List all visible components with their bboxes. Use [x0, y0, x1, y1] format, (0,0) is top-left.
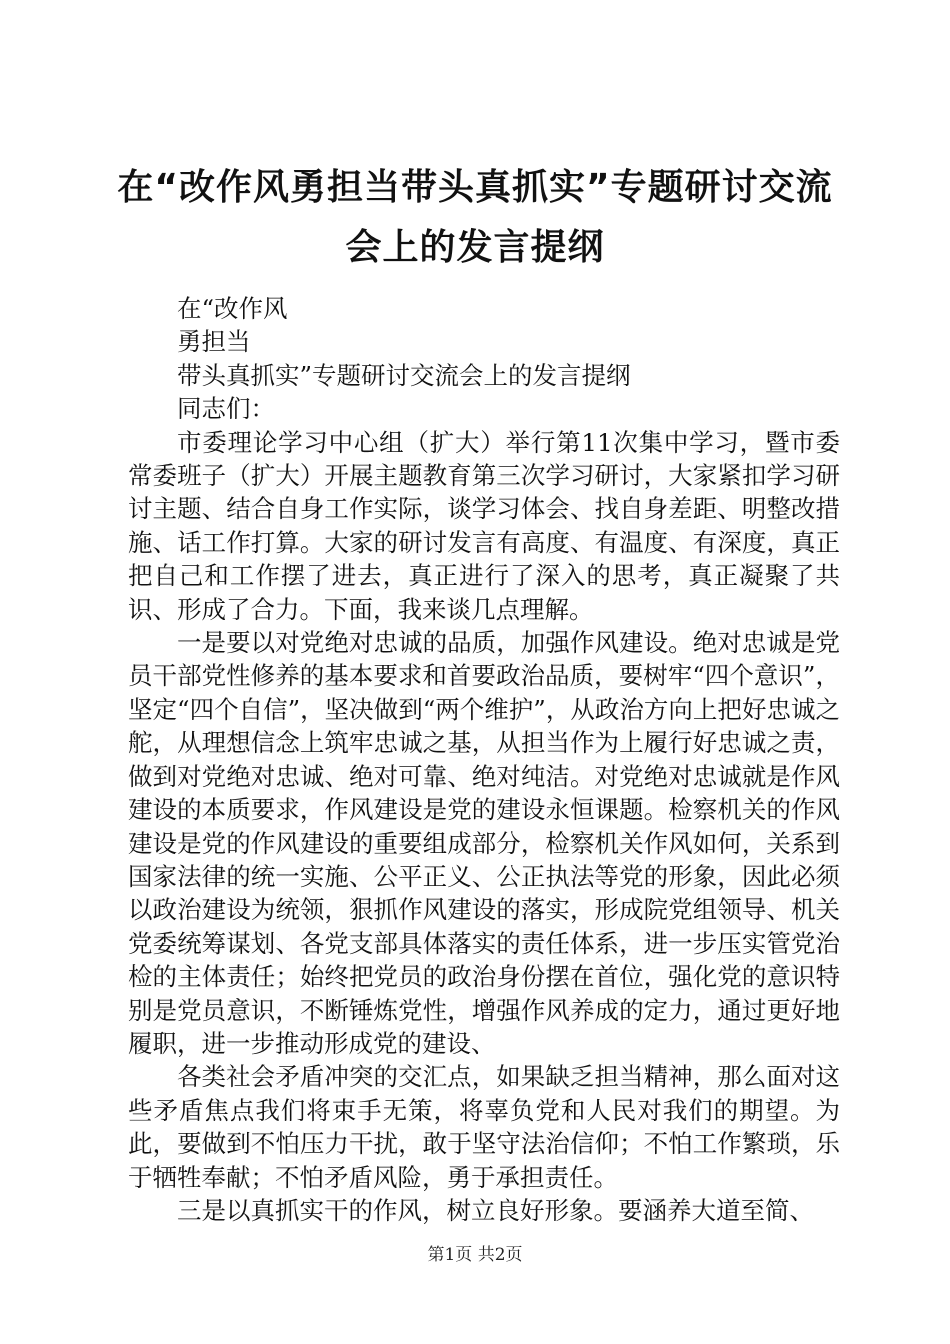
paragraph-point-three: 三是以真抓实干的作风，树立良好形象。要涵养大道至简、: [177, 1195, 814, 1225]
subtitle-line-3: 带头真抓实”专题研讨交流会上的发言提纲: [177, 360, 631, 390]
subtitle-line-2: 勇担当: [177, 327, 251, 357]
document-title: [100, 158, 850, 278]
title-line-2: 会上的发言提纲: [345, 227, 605, 268]
document-body: [128, 292, 840, 1227]
paragraph-responsibility: 各类社会矛盾冲突的交汇点，如果缺乏担当精神，那么面对这些矛盾焦点我们将束手无策，将辜负党和人民对我们的期望。为此，要做到不怕压力干扰，敢于坚守法治信仰；不怕工作繁琐，乐于牺牲奉献；不怕矛盾风险，勇于承担责任。: [128, 1062, 840, 1192]
paragraph-point-one: 一是要以对党绝对忠诚的品质，加强作风建设。绝对忠诚是党员干部党性修养的基本要求和首要政治品质，要树牢“四个意识”，坚定“四个自信”，坚决做到“两个维护”，从政治方向上把好忠诚之舵，从理想信念上筑牢忠诚之基，从担当作为上履行好忠诚之责，做到对党绝对忠诚、绝对可靠、绝对纯洁。对党绝对忠诚就是作风建设的本质要求，作风建设是党的建设永恒课题。检察机关的作风建设是党的作风建设的重要组成部分，检察机关作风如何，关系到国家法律的统一实施、公平正义、公正执法等党的形象，因此必须以政治建设为统领，狠抓作风建设的落实，形成院党组领导、机关党委统筹谋划、各党支部具体落实的责任体系，进一步压实管党治检的主体责任；始终把党员的政治身份摆在首位，强化党的意识特别是党员意识，不断锤炼党性，增强作风养成的定力，通过更好地履职，进一步推动形成党的建设、: [128, 628, 840, 1058]
title-line-1: 在“改作风勇担当带头真抓实”专题研讨交流: [117, 167, 833, 208]
subtitle-line-1: 在“改作风: [177, 294, 288, 323]
salutation: 同志们：: [177, 394, 275, 424]
page-number-footer: 第1页 共2页: [427, 1245, 523, 1265]
paragraph-intro: 市委理论学习中心组（扩大）举行第11次集中学习，暨市委常委班子（扩大）开展主题教育第三次学习研讨，大家紧扣学习研讨主题、结合自身工作实际，谈学习体会、找自身差距、明整改措施、话工作打算。大家的研讨发言有高度、有温度、有深度，真正把自己和工作摆了进去，真正进行了深入的思考，真正凝聚了共识、形成了合力。下面，我来谈几点理解。: [128, 427, 840, 624]
